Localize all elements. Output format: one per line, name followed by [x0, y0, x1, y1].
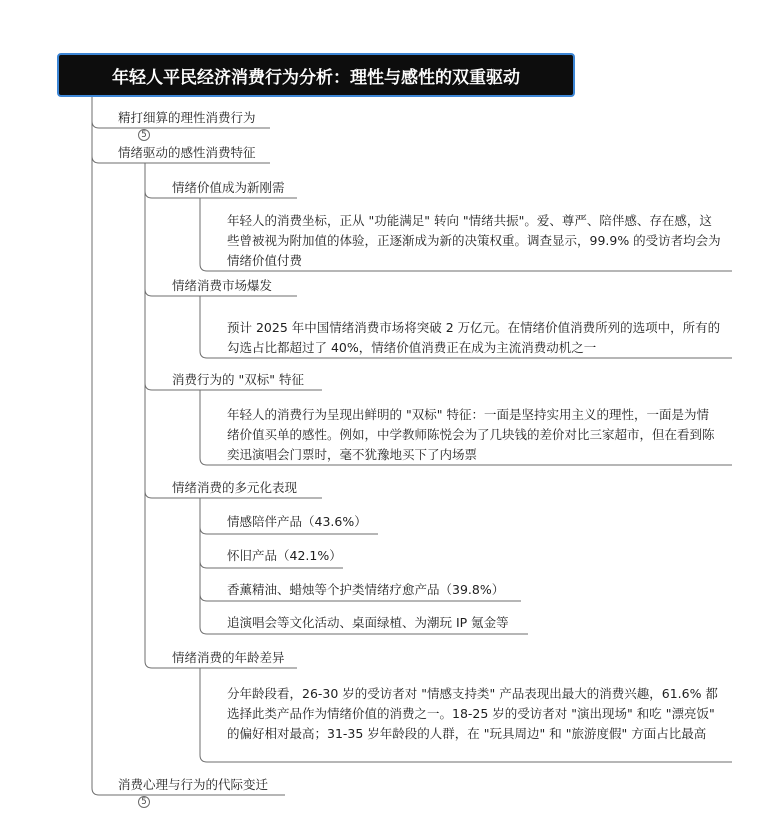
list-item[interactable]: 香薰精油、蜡烛等个护类情绪疗愈产品（39.8%） [227, 582, 505, 597]
detail-market-boom[interactable]: 预计 2025 年中国情绪消费市场将突破 2 万亿元。在情绪价值消费所列的选项中，所有的勾选占比都超过了 40%，情绪价值消费正在成为主流消费动机之一 [227, 320, 721, 355]
collapsed-count-badge[interactable]: 5 [138, 796, 150, 808]
detail-emotional-value-need[interactable]: 年轻人的消费坐标，正从 "功能满足" 转向 "情绪共振"。爱、尊严、陪伴感、存在感，这些曾被视为附加值的体验，正逐渐成为新的决策权重。调查显示，99.9% 的受访者均会为情绪价值付费 [227, 213, 721, 268]
branch-emotional-consumption[interactable]: 情绪驱动的感性消费特征 [118, 145, 256, 160]
branch-rational-consumption[interactable]: 精打细算的理性消费行为 [118, 110, 256, 125]
list-item[interactable]: 追演唱会等文化活动、桌面绿植、为潮玩 IP 氪金等 [227, 615, 509, 630]
subtopic-emotional-value-need[interactable]: 情绪价值成为新刚需 [172, 180, 285, 195]
subtopic-double-standard[interactable]: 消费行为的 "双标" 特征 [172, 372, 304, 387]
subtopic-age-differences[interactable]: 情绪消费的年龄差异 [172, 650, 285, 665]
detail-age-differences[interactable]: 分年龄段看，26-30 岁的受访者对 "情感支持类" 产品表现出最大的消费兴趣，61.6% 都选择此类产品作为情绪价值的消费之一。18-25 岁的受访者对 "演出现场" 和吃 "漂亮饭" 的偏好相对最高；31-35 岁年龄段的人群，在 "玩具周边" 和 "旅游度假" 方面占比最高 [227, 686, 718, 741]
subtopic-market-boom[interactable]: 情绪消费市场爆发 [172, 278, 273, 293]
collapsed-count-badge[interactable]: 5 [138, 129, 150, 141]
subtopic-diversified-forms[interactable]: 情绪消费的多元化表现 [172, 480, 298, 495]
list-item[interactable]: 情感陪伴产品（43.6%） [227, 514, 367, 529]
branch-generational-change[interactable]: 消费心理与行为的代际变迁 [118, 777, 269, 792]
root-topic[interactable] [57, 53, 575, 97]
detail-double-standard[interactable]: 年轻人的消费行为呈现出鲜明的 "双标" 特征：一面是坚持实用主义的理性，一面是为情绪价值买单的感性。例如，中学教师陈悦会为了几块钱的差价对比三家超市，但在看到陈奕迅演唱会门票时，毫不犹豫地买下了内场票 [227, 407, 715, 462]
list-item[interactable]: 怀旧产品（42.1%） [227, 548, 342, 563]
root-title: 年轻人平民经济消费行为分析：理性与感性的双重驱动 [112, 67, 520, 88]
